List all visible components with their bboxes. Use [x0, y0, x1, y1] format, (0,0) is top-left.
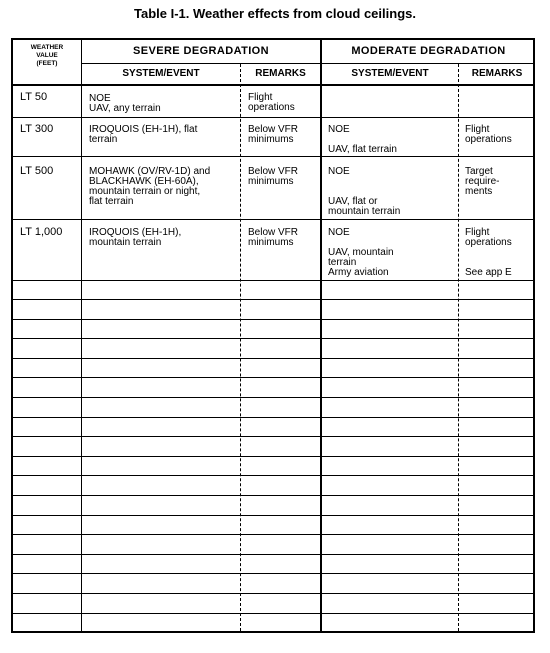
blank-row-line	[13, 475, 533, 476]
blank-row-line	[13, 417, 533, 418]
table-title: Table I-1. Weather effects from cloud ceilings.	[134, 6, 416, 21]
header-subline	[81, 63, 533, 64]
severe-remarks-cell: Below VFR minimums	[248, 124, 299, 145]
moderate-remarks-cell: Target require- ments	[465, 166, 500, 197]
blank-row-line	[13, 338, 533, 339]
moderate-remarks-cell: Flight operations	[465, 124, 512, 145]
moderate-header: MODERATE DEGRADATION	[351, 45, 506, 57]
moderate-remarks-header: REMARKS	[471, 68, 523, 79]
moderate-remarks-cell: Flight operations See app E	[465, 227, 512, 278]
row-separator	[13, 219, 533, 220]
moderate-system-header: SYSTEM/EVENT	[351, 68, 429, 79]
severe-system-cell: IROQUOIS (EH-1H), mountain terrain	[89, 227, 182, 248]
moderate-system-cell: NOE UAV, mountain terrain Army aviation	[328, 227, 394, 278]
moderate-system-cell: NOE UAV, flat terrain	[328, 124, 397, 155]
blank-row-line	[13, 593, 533, 594]
row-separator	[13, 117, 533, 118]
severe-system-header: SYSTEM/EVENT	[122, 68, 200, 79]
severe-remarks-cell: Below VFR minimums	[248, 227, 299, 248]
blank-row-line	[13, 358, 533, 359]
col-divider-thick	[320, 40, 322, 631]
col-divider	[81, 40, 82, 631]
severe-remarks-header: REMARKS	[255, 68, 306, 79]
blank-row-line	[13, 319, 533, 320]
weather-value-cell: LT 300	[20, 123, 54, 135]
blank-row-line	[13, 397, 533, 398]
severe-system-cell: IROQUOIS (EH-1H), flat terrain	[89, 124, 198, 145]
blank-row-line	[13, 299, 533, 300]
weather-table	[11, 38, 535, 633]
severe-system-cell: NOE UAV, any terrain	[89, 93, 161, 114]
moderate-system-cell: NOE UAV, flat or mountain terrain	[328, 166, 401, 217]
blank-row-line	[13, 573, 533, 574]
blank-row-line	[13, 613, 533, 614]
weather-value-cell: LT 1,000	[20, 226, 63, 238]
weather-value-cell: LT 500	[20, 165, 54, 177]
header-bottom-line	[13, 84, 533, 86]
blank-row-line	[13, 534, 533, 535]
col-divider-dashed	[458, 64, 459, 631]
weather-value-cell: LT 50	[20, 91, 48, 103]
blank-row-line	[13, 495, 533, 496]
blank-row-line	[13, 554, 533, 555]
blank-row-line	[13, 377, 533, 378]
severe-remarks-cell: Flight operations	[248, 92, 295, 113]
weather-value-header: WEATHER VALUE (FEET)	[30, 44, 64, 67]
row-separator	[13, 156, 533, 157]
severe-header: SEVERE DEGRADATION	[133, 45, 269, 57]
row-separator	[13, 280, 533, 281]
col-divider-dashed	[240, 64, 241, 631]
severe-remarks-cell: Below VFR minimums	[248, 166, 299, 187]
severe-system-cell: MOHAWK (OV/RV-1D) and BLACKHAWK (EH-60A), mountain terrain or night, flat terrain	[89, 166, 211, 207]
blank-row-line	[13, 515, 533, 516]
blank-row-line	[13, 436, 533, 437]
blank-row-line	[13, 456, 533, 457]
